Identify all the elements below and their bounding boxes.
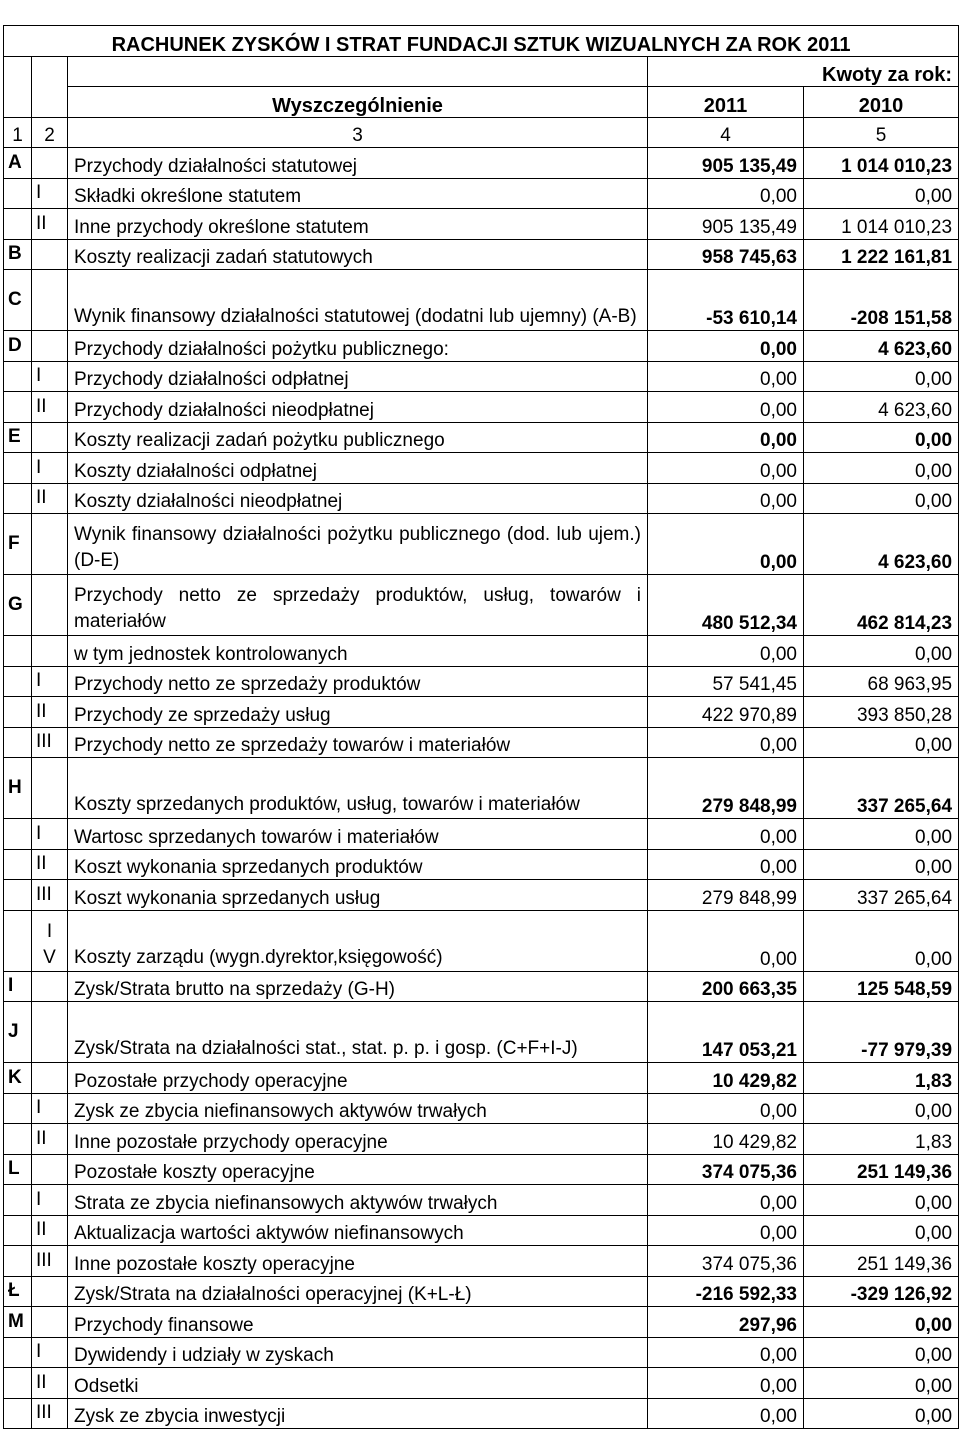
row-value-2010: 0,00 (804, 727, 959, 758)
row-value-2010: -208 151,58 (804, 270, 959, 331)
row-value-2011: 0,00 (648, 1093, 804, 1124)
row-value-2010: 0,00 (804, 1185, 959, 1216)
row-description: Przychody ze sprzedaży usług (68, 697, 648, 728)
row-value-2010: 1 014 010,23 (804, 148, 959, 179)
table-row (4, 758, 959, 819)
row-value-2011: 0,00 (648, 483, 804, 514)
row-value-2010: 4 623,60 (804, 392, 959, 423)
row-value-2011: 0,00 (648, 178, 804, 209)
table-row (4, 483, 959, 514)
row-code: H (4, 758, 32, 819)
table-row (4, 1154, 959, 1185)
row-code (4, 178, 32, 209)
row-description: Dywidendy i udziały w zyskach (68, 1337, 648, 1368)
row-code: G (4, 575, 32, 636)
row-code (4, 819, 32, 850)
row-code (4, 697, 32, 728)
row-subcode (32, 1154, 68, 1185)
row-description: Przychody działalności statutowej (68, 148, 648, 179)
table-row (4, 1002, 959, 1063)
row-value-2011: 279 848,99 (648, 758, 804, 819)
row-subcode: II (32, 483, 68, 514)
row-value-2010: 0,00 (804, 422, 959, 453)
row-description: Inne pozostałe koszty operacyjne (68, 1246, 648, 1277)
row-code (4, 880, 32, 911)
row-value-2011: 0,00 (648, 392, 804, 423)
column-number-2: 2 (32, 117, 68, 148)
table-row (4, 514, 959, 575)
row-value-2011: 0,00 (648, 636, 804, 667)
table-row (4, 361, 959, 392)
row-value-2011: 0,00 (648, 1337, 804, 1368)
row-value-2010: 0,00 (804, 849, 959, 880)
row-description: Zysk/Strata na działalności stat., stat. p. p. i gosp. (C+F+I-J) (68, 1002, 648, 1063)
table-row (4, 819, 959, 850)
row-value-2010: 1,83 (804, 1063, 959, 1094)
table-row (4, 1093, 959, 1124)
row-description: Przychody netto ze sprzedaży produktów (68, 666, 648, 697)
header-blank-1 (4, 87, 32, 118)
row-value-2011: 10 429,82 (648, 1124, 804, 1155)
row-subcode: I (32, 819, 68, 850)
row-description: Strata ze zbycia niefinansowych aktywów trwałych (68, 1185, 648, 1216)
row-subcode: II (32, 1215, 68, 1246)
row-description: Składki określone statutem (68, 178, 648, 209)
table-row (4, 392, 959, 423)
row-code: F (4, 514, 32, 575)
row-value-2011: 297,96 (648, 1307, 804, 1338)
row-subcode (32, 1002, 68, 1063)
table-row (4, 727, 959, 758)
row-value-2010: 0,00 (804, 819, 959, 850)
row-code (4, 1185, 32, 1216)
row-description: w tym jednostek kontrolowanych (68, 636, 648, 667)
row-value-2010: 0,00 (804, 1215, 959, 1246)
header-blank-2 (32, 87, 68, 118)
row-value-2011: 0,00 (648, 849, 804, 880)
row-subcode: I (32, 1185, 68, 1216)
row-code (4, 1093, 32, 1124)
row-subcode: III (32, 1246, 68, 1277)
row-value-2011: 0,00 (648, 331, 804, 362)
row-code: E (4, 422, 32, 453)
row-value-2011: 0,00 (648, 453, 804, 484)
table-row (4, 1398, 959, 1429)
row-subcode: III (32, 880, 68, 911)
header-cell-desc (68, 56, 648, 87)
row-subcode: III (32, 727, 68, 758)
row-description: Przychody finansowe (68, 1307, 648, 1338)
row-description: Przychody działalności odpłatnej (68, 361, 648, 392)
row-code: L (4, 1154, 32, 1185)
row-value-2010: -329 126,92 (804, 1276, 959, 1307)
row-description: Koszty sprzedanych produktów, usług, towarów i materiałów (68, 758, 648, 819)
table-row (4, 697, 959, 728)
table-row (4, 849, 959, 880)
row-value-2011: 374 075,36 (648, 1154, 804, 1185)
row-value-2011: 0,00 (648, 1215, 804, 1246)
row-value-2011: 57 541,45 (648, 666, 804, 697)
table-row (4, 880, 959, 911)
row-code (4, 1337, 32, 1368)
column-number-3: 3 (68, 117, 648, 148)
row-code (4, 1398, 32, 1429)
row-code: B (4, 239, 32, 270)
row-subcode (32, 636, 68, 667)
table-row (4, 1124, 959, 1155)
row-value-2011: -53 610,14 (648, 270, 804, 331)
row-value-2010: 0,00 (804, 910, 959, 971)
row-code (4, 1368, 32, 1399)
row-description: Aktualizacja wartości aktywów niefinansowych (68, 1215, 648, 1246)
row-code: D (4, 331, 32, 362)
row-description: Przychody netto ze sprzedaży produktów, usług, towarów i materiałów (68, 575, 648, 636)
row-value-2010: 337 265,64 (804, 758, 959, 819)
header-cell-code (4, 56, 32, 87)
row-value-2010: 0,00 (804, 453, 959, 484)
table-row (4, 575, 959, 636)
table-row (4, 209, 959, 240)
table-row (4, 1337, 959, 1368)
table-row (4, 636, 959, 667)
row-code (4, 392, 32, 423)
row-description: Koszt wykonania sprzedanych usług (68, 880, 648, 911)
row-value-2010: 393 850,28 (804, 697, 959, 728)
row-description: Koszty działalności nieodpłatnej (68, 483, 648, 514)
table-row (4, 910, 959, 971)
row-value-2011: 0,00 (648, 819, 804, 850)
row-value-2011: 147 053,21 (648, 1002, 804, 1063)
year-2011-header: 2011 (648, 87, 804, 118)
table-row (4, 1246, 959, 1277)
table-row (4, 270, 959, 331)
table-row (4, 1063, 959, 1094)
row-description: Pozostałe przychody operacyjne (68, 1063, 648, 1094)
row-description: Odsetki (68, 1368, 648, 1399)
row-subcode: III (32, 1398, 68, 1429)
row-code: C (4, 270, 32, 331)
row-description: Koszty działalności odpłatnej (68, 453, 648, 484)
row-subcode: I (32, 178, 68, 209)
row-value-2010: 1 014 010,23 (804, 209, 959, 240)
row-code: M (4, 1307, 32, 1338)
row-code (4, 453, 32, 484)
row-subcode (32, 910, 68, 971)
row-value-2010: 0,00 (804, 1368, 959, 1399)
row-description: Zysk/Strata brutto na sprzedaży (G-H) (68, 971, 648, 1002)
row-code (4, 727, 32, 758)
row-value-2011: 0,00 (648, 727, 804, 758)
row-subcode: II (32, 392, 68, 423)
column-number-1: 1 (4, 117, 32, 148)
report-title: RACHUNEK ZYSKÓW I STRAT FUNDACJI SZTUK WIZUALNYCH ZA ROK 2011 (4, 26, 959, 57)
row-code (4, 1246, 32, 1277)
description-header: Wyszczególnienie (68, 87, 648, 118)
header-cell-sub (32, 56, 68, 87)
row-value-2011: 958 745,63 (648, 239, 804, 270)
row-subcode (32, 971, 68, 1002)
row-code: A (4, 148, 32, 179)
row-subcode (32, 331, 68, 362)
row-value-2010: 251 149,36 (804, 1246, 959, 1277)
row-value-2010: 1,83 (804, 1124, 959, 1155)
row-subcode (32, 758, 68, 819)
row-description: Wartosc sprzedanych towarów i materiałów (68, 819, 648, 850)
row-subcode: II (32, 1368, 68, 1399)
table-row (4, 971, 959, 1002)
row-value-2010: 4 623,60 (804, 331, 959, 362)
table-row (4, 453, 959, 484)
row-value-2011: 10 429,82 (648, 1063, 804, 1094)
row-value-2011: -216 592,33 (648, 1276, 804, 1307)
row-subcode (32, 239, 68, 270)
row-subcode (32, 422, 68, 453)
row-description: Pozostałe koszty operacyjne (68, 1154, 648, 1185)
row-value-2010: 0,00 (804, 1093, 959, 1124)
row-value-2010: 251 149,36 (804, 1154, 959, 1185)
row-subcode: I (32, 1337, 68, 1368)
row-subcode: II (32, 849, 68, 880)
row-value-2011: 374 075,36 (648, 1246, 804, 1277)
row-subcode: I (32, 361, 68, 392)
row-value-2011: 200 663,35 (648, 971, 804, 1002)
row-value-2010: 0,00 (804, 361, 959, 392)
income-statement-table (3, 25, 959, 1429)
row-code (4, 910, 32, 971)
row-value-2010: 4 623,60 (804, 514, 959, 575)
column-number-5: 5 (804, 117, 959, 148)
row-subcode (32, 1307, 68, 1338)
row-code: Ł (4, 1276, 32, 1307)
row-description: Wynik finansowy działalności pożytku publicznego (dod. lub ujem.) (D-E) (68, 514, 648, 575)
table-row (4, 1307, 959, 1338)
row-code: K (4, 1063, 32, 1094)
row-subcode-part: V (43, 946, 56, 968)
amounts-label: Kwoty za rok: (648, 56, 959, 87)
row-value-2010: 462 814,23 (804, 575, 959, 636)
row-description: Koszt wykonania sprzedanych produktów (68, 849, 648, 880)
table-row (4, 178, 959, 209)
row-value-2011: 0,00 (648, 1185, 804, 1216)
table-row (4, 148, 959, 179)
row-description: Koszty realizacji zadań pożytku publicznego (68, 422, 648, 453)
row-code (4, 1215, 32, 1246)
row-value-2010: 0,00 (804, 636, 959, 667)
row-code (4, 666, 32, 697)
row-description: Inne przychody określone statutem (68, 209, 648, 240)
row-subcode (32, 1276, 68, 1307)
table-row (4, 666, 959, 697)
row-description: Koszty realizacji zadań statutowych (68, 239, 648, 270)
row-subcode-part: I (46, 920, 53, 942)
column-number-4: 4 (648, 117, 804, 148)
table-row (4, 422, 959, 453)
row-subcode: II (32, 697, 68, 728)
table-row (4, 1368, 959, 1399)
row-value-2010: 0,00 (804, 483, 959, 514)
row-description: Zysk/Strata na działalności operacyjnej (K+L-Ł) (68, 1276, 648, 1307)
row-value-2011: 905 135,49 (648, 209, 804, 240)
row-value-2011: 480 512,34 (648, 575, 804, 636)
row-description: Przychody netto ze sprzedaży towarów i materiałów (68, 727, 648, 758)
row-code (4, 209, 32, 240)
row-value-2011: 0,00 (648, 361, 804, 392)
row-code (4, 483, 32, 514)
row-code (4, 361, 32, 392)
row-value-2011: 279 848,99 (648, 880, 804, 911)
row-code (4, 1124, 32, 1155)
row-value-2010: 0,00 (804, 1337, 959, 1368)
row-description: Przychody działalności nieodpłatnej (68, 392, 648, 423)
row-value-2010: 0,00 (804, 178, 959, 209)
row-value-2010: 0,00 (804, 1307, 959, 1338)
table-row (4, 1185, 959, 1216)
row-value-2011: 0,00 (648, 1398, 804, 1429)
row-description: Koszty zarządu (wygn.dyrektor,księgowość) (68, 910, 648, 971)
table-row (4, 1215, 959, 1246)
row-subcode (32, 575, 68, 636)
row-subcode: I (32, 1093, 68, 1124)
row-subcode: I (32, 666, 68, 697)
row-value-2011: 0,00 (648, 1368, 804, 1399)
row-value-2011: 905 135,49 (648, 148, 804, 179)
column-numbers-row (4, 117, 959, 148)
row-value-2011: 0,00 (648, 910, 804, 971)
years-header-row (4, 87, 959, 118)
row-value-2010: 125 548,59 (804, 971, 959, 1002)
row-value-2010: 68 963,95 (804, 666, 959, 697)
row-value-2010: 1 222 161,81 (804, 239, 959, 270)
year-2010-header: 2010 (804, 87, 959, 118)
amounts-header-row (4, 56, 959, 87)
row-subcode (32, 148, 68, 179)
row-description: Zysk ze zbycia niefinansowych aktywów trwałych (68, 1093, 648, 1124)
row-value-2010: -77 979,39 (804, 1002, 959, 1063)
table-row (4, 1276, 959, 1307)
row-subcode (32, 270, 68, 331)
row-code: I (4, 971, 32, 1002)
row-value-2011: 0,00 (648, 422, 804, 453)
row-description: Zysk ze zbycia inwestycji (68, 1398, 648, 1429)
row-code: J (4, 1002, 32, 1063)
row-description: Wynik finansowy działalności statutowej (dodatni lub ujemny) (A-B) (68, 270, 648, 331)
row-value-2010: 0,00 (804, 1398, 959, 1429)
row-code (4, 636, 32, 667)
table-row (4, 331, 959, 362)
row-value-2011: 0,00 (648, 514, 804, 575)
row-value-2010: 337 265,64 (804, 880, 959, 911)
row-description: Przychody działalności pożytku publicznego: (68, 331, 648, 362)
row-code (4, 849, 32, 880)
row-value-2011: 422 970,89 (648, 697, 804, 728)
title-row (4, 26, 959, 57)
row-description: Inne pozostałe przychody operacyjne (68, 1124, 648, 1155)
row-subcode (32, 514, 68, 575)
table-row (4, 239, 959, 270)
row-subcode: I (32, 453, 68, 484)
row-subcode (32, 1063, 68, 1094)
row-subcode: II (32, 209, 68, 240)
row-subcode: II (32, 1124, 68, 1155)
